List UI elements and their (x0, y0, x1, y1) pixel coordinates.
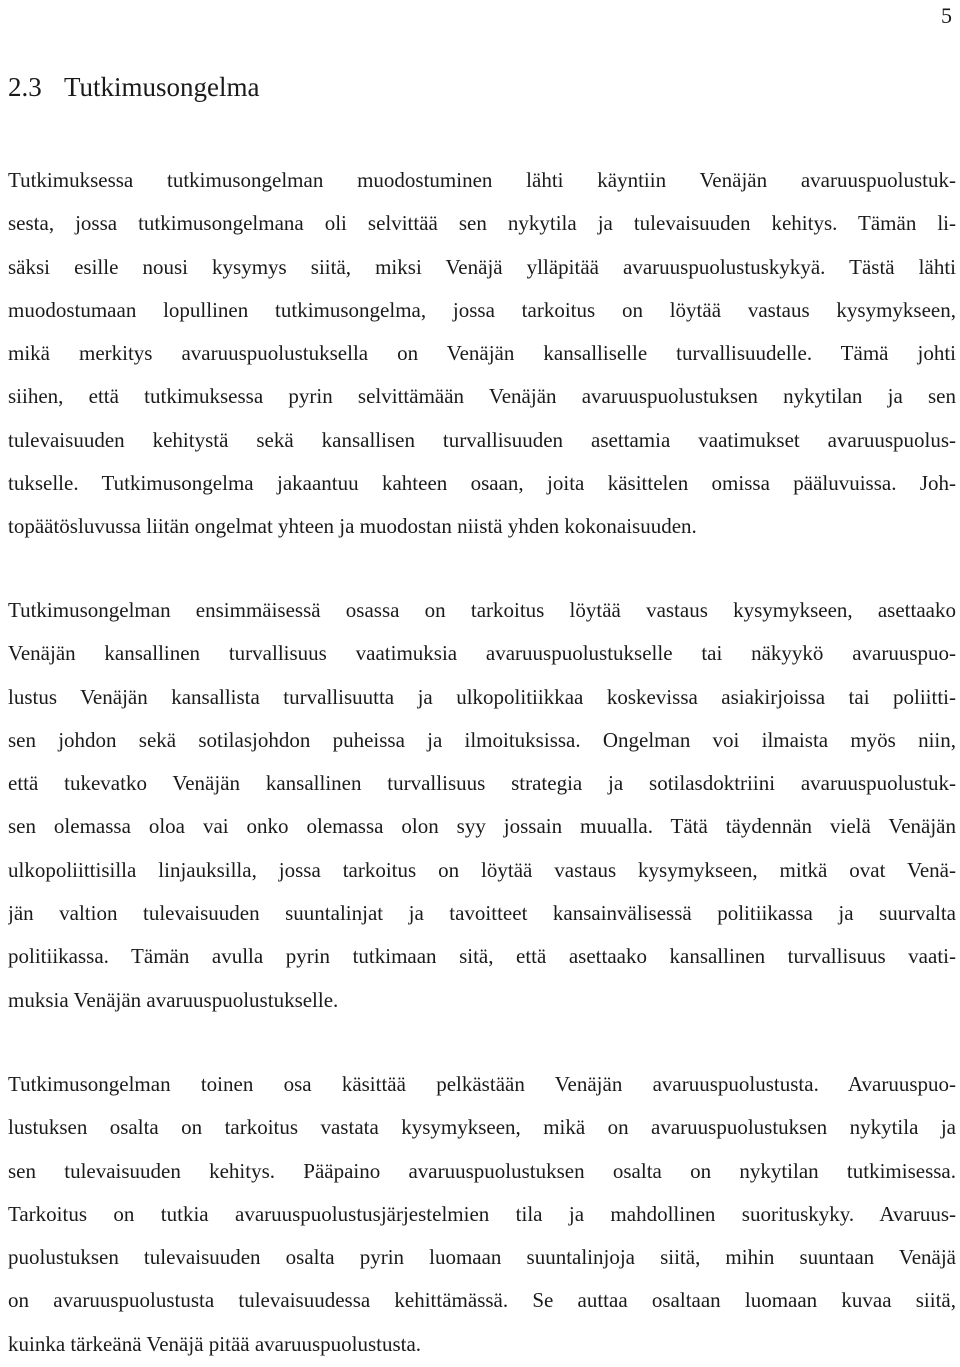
text-line: puolustuksen tulevaisuuden osalta pyrin luomaan suuntalinjoja siitä, mihin suuntaan Venäjä (8, 1245, 956, 1270)
text-line: Tutkimuksessa tutkimusongelman muodostuminen lähti käyntiin Venäjän avaruuspuolustuk- (8, 168, 956, 192)
page-number: 5 (941, 3, 952, 28)
text-line: sen johdon sekä sotilasjohdon puheissa ja ilmoituksissa. Ongelman voi ilmaista myös niin, (8, 727, 956, 752)
paragraph-2 (8, 589, 956, 1022)
section-heading (8, 70, 260, 104)
text-line: jän valtion tulevaisuuden suuntalinjat ja tavoitteet kansainvälisessä politiikassa ja suurvalta (8, 901, 956, 926)
section-number: 2.3 (8, 72, 42, 102)
text-line: topäätösluvussa liitän ongelmat yhteen ja muodostan niistä yhden kokonaisuuden. (8, 514, 697, 539)
paragraph-3 (8, 1063, 956, 1366)
text-line: kuinka tärkeänä Venäjä pitää avaruuspuolustusta. (8, 1331, 422, 1356)
text-line: muodostumaan lopullinen tutkimusongelma, jossa tarkoitus on löytää vastaus kysymykseen, (8, 297, 956, 322)
text-line: ulkopoliittisilla linjauksilla, jossa tarkoitus on löytää vastaus kysymykseen, mitkä ovat Venä- (8, 857, 956, 882)
section-title: Tutkimusongelma (64, 72, 260, 102)
paragraph-1 (8, 159, 956, 549)
text-line: sesta, jossa tutkimusongelmana oli selvittää sen nykytila ja tulevaisuuden kehitys. Tämän li- (8, 211, 956, 236)
text-line: muksia Venäjän avaruuspuolustukselle. (8, 987, 339, 1012)
text-line: on avaruuspuolustusta tulevaisuudessa kehittämässä. Se auttaa osaltaan luomaan kuvaa siitä, (8, 1288, 956, 1313)
text-line: sen olemassa oloa vai onko olemassa olon syy jossain muualla. Tätä täydennän vielä Venäjän (8, 814, 956, 839)
text-line: Tarkoitus on tutkia avaruuspuolustusjärjestelmien tila ja mahdollinen suorituskyky. Avaruus- (8, 1201, 956, 1226)
text-line: tukselle. Tutkimusongelma jakaantuu kahteen osaan, joita käsittelen omissa pääluvuissa. Joh- (8, 471, 956, 496)
text-line: lustuksen osalta on tarkoitus vastata kysymykseen, mikä on avaruuspuolustuksen nykytila ja (8, 1115, 956, 1140)
text-line: Tutkimusongelman ensimmäisessä osassa on tarkoitus löytää vastaus kysymykseen, asettaako (8, 598, 956, 622)
text-line: mikä merkitys avaruuspuolustuksella on Venäjän kansalliselle turvallisuudelle. Tämä johti (8, 341, 956, 366)
text-line: siihen, että tutkimuksessa pyrin selvittämään Venäjän avaruuspuolustuksen nykytilan ja sen (8, 384, 956, 409)
text-line: Venäjän kansallinen turvallisuus vaatimuksia avaruuspuolustukselle tai näkyykö avaruuspuo- (8, 641, 956, 666)
text-line: että tukevatko Venäjän kansallinen turvallisuus strategia ja sotilasdoktriini avaruuspuolustuk- (8, 771, 956, 796)
text-line: lustus Venäjän kansallista turvallisuutta ja ulkopolitiikkaa koskevissa asiakirjoissa tai poliitti- (8, 684, 956, 709)
text-line: Tutkimusongelman toinen osa käsittää pelkästään Venäjän avaruuspuolustusta. Avaruuspuo- (8, 1072, 956, 1096)
text-line: tulevaisuuden kehitystä sekä kansallisen turvallisuuden asettamia vaatimukset avaruuspuolus- (8, 427, 956, 452)
text-line: sen tulevaisuuden kehitys. Pääpaino avaruuspuolustuksen osalta on nykytilan tutkimisessa. (8, 1158, 956, 1183)
text-line: politiikassa. Tämän avulla pyrin tutkimaan sitä, että asettaako kansallinen turvallisuus vaati- (8, 944, 956, 969)
text-line: säksi esille nousi kysymys siitä, miksi Venäjä ylläpitää avaruuspuolustuskykyä. Tästä lähti (8, 254, 956, 279)
